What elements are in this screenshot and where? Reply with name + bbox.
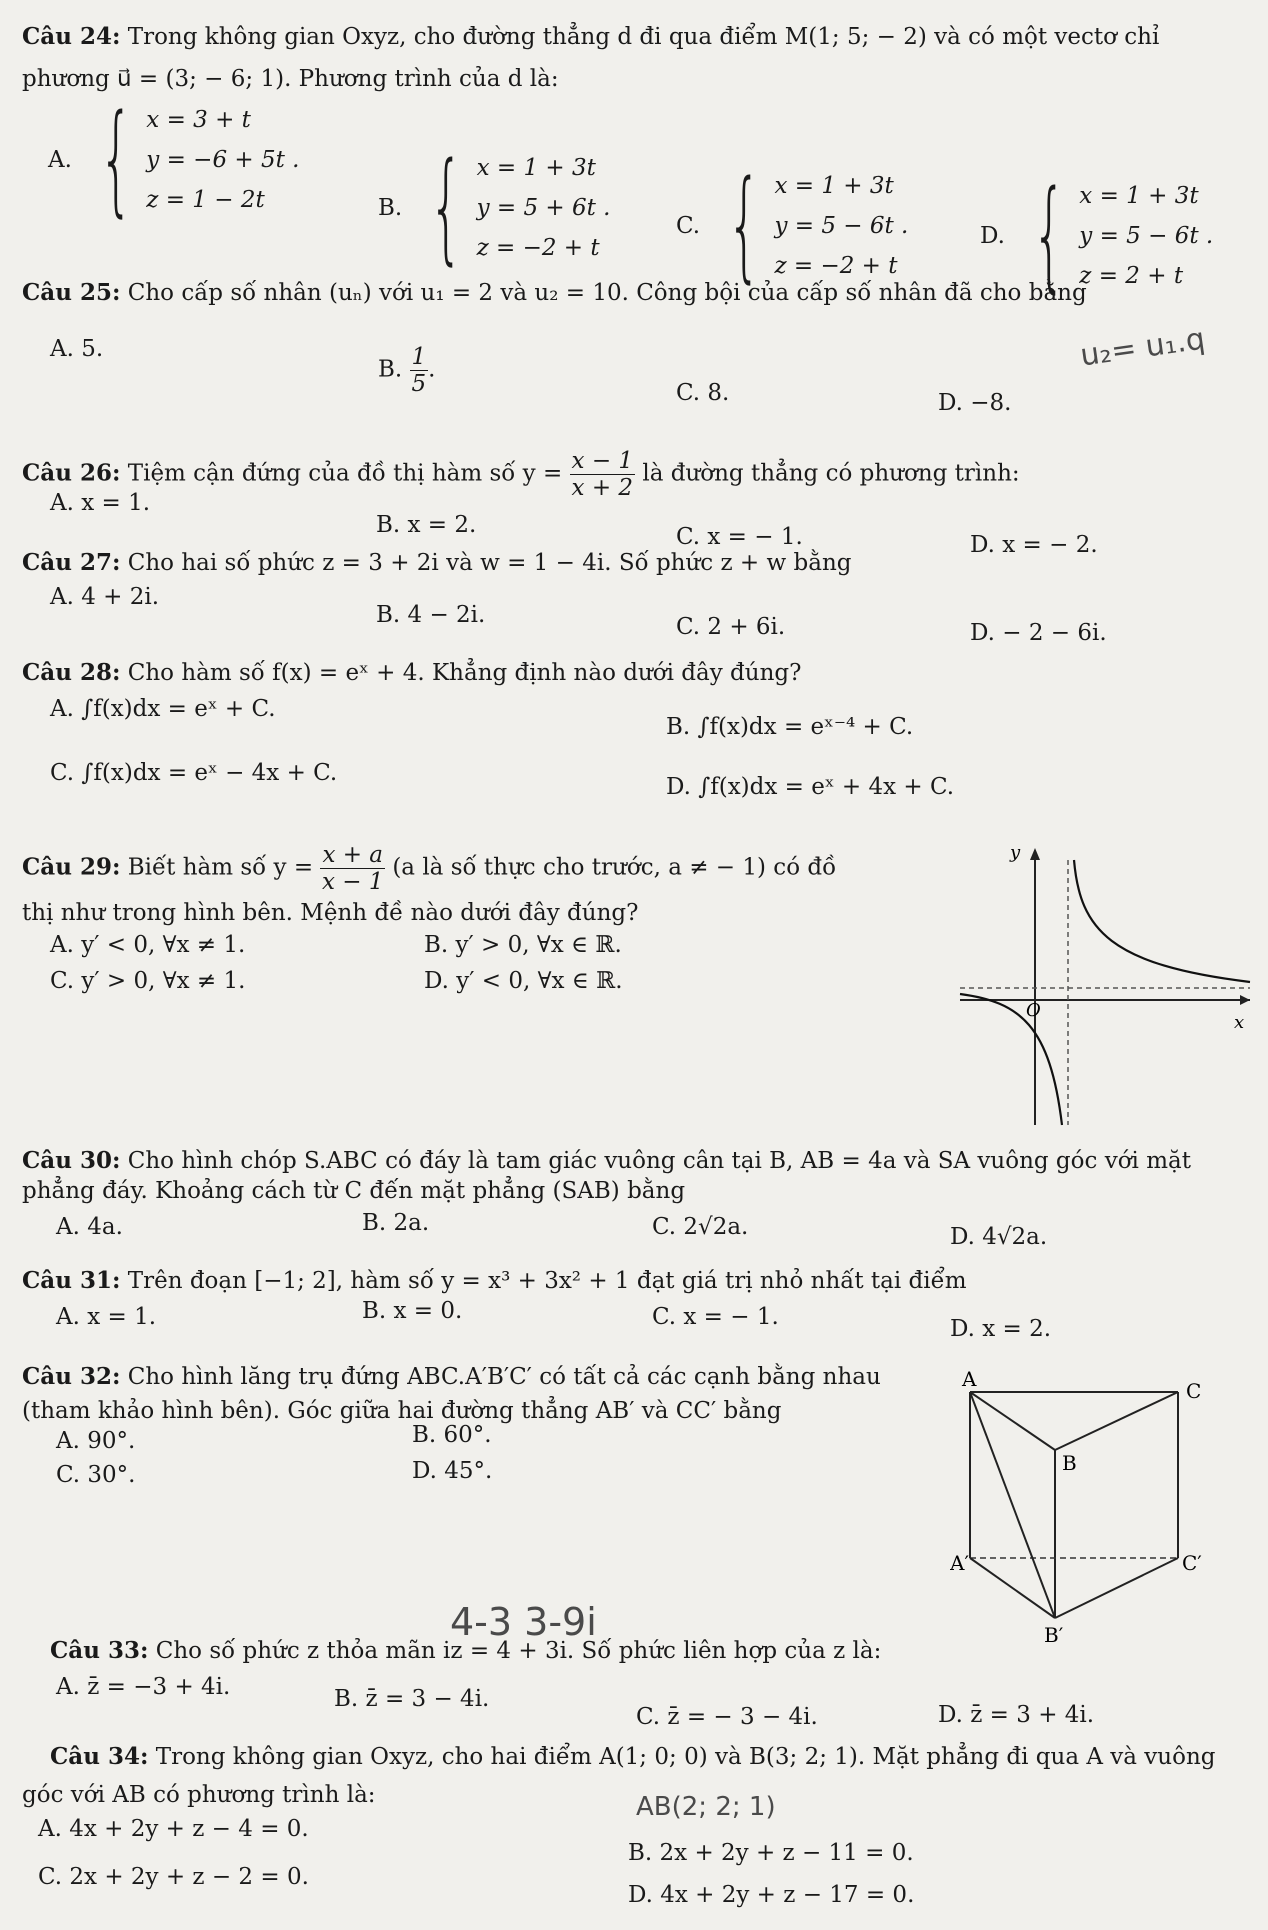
q33-option-b[interactable]: B. z̄ = 3 − 4i. xyxy=(334,1686,490,1712)
q34-title: Câu 34: xyxy=(50,1743,149,1770)
graph-x-label: x xyxy=(1234,1012,1245,1033)
handwritten-note-2: 4-3 3-9i xyxy=(450,1600,597,1644)
q30-title: Câu 30: xyxy=(22,1147,121,1174)
label-a: A xyxy=(962,1370,977,1391)
q29-option-b[interactable]: B. y′ > 0, ∀x ∈ ℝ. xyxy=(424,932,622,958)
q30-text1: Cho hình chóp S.ABC có đáy là tam giác vuông cân tại B, AB = 4a và SA vuông góc với mặt xyxy=(127,1148,1191,1174)
graph-branch-right xyxy=(1074,860,1250,982)
q24-a-row2: y = −6 + 5t . xyxy=(146,147,300,173)
label-c-prime: C′ xyxy=(1182,1551,1202,1575)
q24-text2: phương u⃗ = (3; − 6; 1). Phương trình của d là: xyxy=(22,66,559,92)
q30-option-c[interactable]: C. 2√2a. xyxy=(652,1214,749,1240)
q29-frac-den: x − 1 xyxy=(321,869,384,895)
q24-c-row2: y = 5 − 6t . xyxy=(774,213,909,239)
q24-a-label: A. xyxy=(48,147,72,173)
q33-option-d[interactable]: D. z̄ = 3 + 4i. xyxy=(938,1702,1095,1728)
question-25 xyxy=(22,278,1087,308)
q25-b-num: 1 xyxy=(411,344,427,370)
question-30 xyxy=(22,1146,1191,1176)
q26-option-b[interactable]: B. x = 2. xyxy=(376,512,477,538)
q34-option-a[interactable]: A. 4x + 2y + z − 4 = 0. xyxy=(38,1816,309,1842)
x-axis-arrow-icon xyxy=(1240,995,1250,1005)
q29-title: Câu 29: xyxy=(22,853,121,881)
q26-option-a[interactable]: A. x = 1. xyxy=(50,490,151,516)
q24-d-row1: x = 1 + 3t xyxy=(1079,183,1199,209)
q32-option-c[interactable]: C. 30°. xyxy=(56,1462,136,1488)
q24-b-row2: y = 5 + 6t . xyxy=(476,195,611,221)
q28-option-c[interactable]: C. ∫f(x)dx = eˣ − 4x + C. xyxy=(50,760,338,786)
q28-title: Câu 28: xyxy=(22,659,121,686)
brace-icon: { xyxy=(1031,166,1067,305)
q25-text: Cho cấp số nhân (uₙ) với u₁ = 2 và u₂ = 10. Công bội của cấp số nhân đã cho bằng xyxy=(127,280,1087,306)
question-33 xyxy=(50,1636,881,1666)
q29-text-pre: Biết hàm số y = xyxy=(127,854,314,881)
q26-text-post: là đường thẳng có phương trình: xyxy=(642,460,1020,487)
q27-option-c[interactable]: C. 2 + 6i. xyxy=(676,614,786,640)
q34-text2: góc với AB có phương trình là: xyxy=(22,1782,376,1808)
segment-ab2 xyxy=(970,1392,1055,1618)
q32-option-b[interactable]: B. 60°. xyxy=(412,1422,492,1448)
q27-text: Cho hai số phức z = 3 + 2i và w = 1 − 4i. Số phức z + w bằng xyxy=(127,550,852,576)
q34-option-d[interactable]: D. 4x + 2y + z − 17 = 0. xyxy=(628,1882,915,1908)
q28-option-b[interactable]: B. ∫f(x)dx = eˣ⁻⁴ + C. xyxy=(666,714,914,740)
q25-option-b[interactable]: B. $\frac{1}{5}$ . xyxy=(378,344,436,397)
q33-title: Câu 33: xyxy=(50,1637,149,1664)
q32-title: Câu 32: xyxy=(22,1363,121,1390)
q24-a-row1: x = 3 + t xyxy=(146,107,251,133)
q24-title: Câu 24: xyxy=(22,23,121,50)
q24-b-row3: z = −2 + t xyxy=(476,235,600,261)
q29-line2 xyxy=(22,898,638,928)
brace-icon: { xyxy=(98,90,134,229)
question-24 xyxy=(22,22,1159,52)
graph-origin-label: O xyxy=(1026,1000,1041,1021)
q30-option-b[interactable]: B. 2a. xyxy=(362,1210,430,1236)
q30-text2: phẳng đáy. Khoảng cách từ C đến mặt phẳng (SAB) bằng xyxy=(22,1178,686,1204)
q24-option-c[interactable] xyxy=(676,156,909,295)
q29-fraction xyxy=(320,842,385,895)
q32-option-d[interactable]: D. 45°. xyxy=(412,1458,493,1484)
q24-c-label: C. xyxy=(676,213,701,239)
q32-text1: Cho hình lăng trụ đứng ABC.A′B′C′ có tất cả các cạnh bằng nhau xyxy=(127,1364,881,1390)
q24-d-label: D. xyxy=(980,223,1005,249)
q26-frac-den: x + 2 xyxy=(571,475,634,501)
handwritten-note-1: u₂= u₁.q xyxy=(1078,321,1208,374)
edge-a2b2 xyxy=(970,1558,1055,1618)
q24-option-a[interactable] xyxy=(48,90,300,229)
q26-text-pre: Tiệm cận đứng của đồ thị hàm số y = xyxy=(127,460,563,487)
graph-branch-left xyxy=(960,994,1062,1125)
q28-option-a[interactable]: A. ∫f(x)dx = eˣ + C. xyxy=(50,696,276,722)
q30-option-a[interactable]: A. 4a. xyxy=(56,1214,123,1240)
q29-option-c[interactable]: C. y′ > 0, ∀x ≠ 1. xyxy=(50,968,246,994)
q24-c-row1: x = 1 + 3t xyxy=(774,173,894,199)
q31-title: Câu 31: xyxy=(22,1267,121,1294)
label-b-prime: B′ xyxy=(1044,1623,1064,1647)
question-31 xyxy=(22,1266,967,1296)
q28-text: Cho hàm số f(x) = eˣ + 4. Khẳng định nào dưới đây đúng? xyxy=(127,660,802,686)
y-axis-arrow-icon xyxy=(1030,848,1040,860)
q29-option-d[interactable]: D. y′ < 0, ∀x ∈ ℝ. xyxy=(424,968,623,994)
q32-text2: (tham khảo hình bên). Góc giữa hai đường thẳng AB′ và CC′ bằng xyxy=(22,1398,782,1424)
q32-option-a[interactable]: A. 90°. xyxy=(56,1428,136,1454)
q31-option-b[interactable]: B. x = 0. xyxy=(362,1298,463,1324)
q24-a-row3: z = 1 − 2t xyxy=(146,187,265,213)
q27-title: Câu 27: xyxy=(22,549,121,576)
q31-option-a[interactable]: A. x = 1. xyxy=(56,1304,157,1330)
q31-option-c[interactable]: C. x = − 1. xyxy=(652,1304,779,1330)
question-27 xyxy=(22,548,851,578)
q27-option-a[interactable]: A. 4 + 2i. xyxy=(50,584,160,610)
q32-prism-figure xyxy=(950,1370,1210,1650)
q24-b-row1: x = 1 + 3t xyxy=(476,155,596,181)
q34-text1: Trong không gian Oxyz, cho hai điểm A(1; 0; 0) và B(3; 2; 1). Mặt phẳng đi qua A và vuông xyxy=(155,1744,1216,1770)
edge-bc xyxy=(1055,1392,1178,1450)
q26-option-d[interactable]: D. x = − 2. xyxy=(970,532,1098,558)
q32-line2 xyxy=(22,1396,781,1426)
q24-option-b[interactable] xyxy=(378,138,611,277)
q25-b-fraction xyxy=(410,344,429,397)
question-28 xyxy=(22,658,801,688)
q25-option-c[interactable]: C. 8. xyxy=(676,380,730,406)
label-a-prime: A′ xyxy=(950,1551,969,1575)
graph-y-label: y xyxy=(1010,842,1021,863)
q24-b-label: B. xyxy=(378,195,403,221)
q34-option-b[interactable]: B. 2x + 2y + z − 11 = 0. xyxy=(628,1840,914,1866)
edge-b2c2 xyxy=(1055,1558,1178,1618)
q34-option-c[interactable]: C. 2x + 2y + z − 2 = 0. xyxy=(38,1864,309,1890)
q30-line2 xyxy=(22,1176,685,1206)
q24-text1: Trong không gian Oxyz, cho đường thẳng d đi qua điểm M(1; 5; − 2) và có một vectơ chỉ xyxy=(127,24,1160,50)
q25-option-a[interactable]: A. 5. xyxy=(50,336,104,362)
q24-c-row3: z = −2 + t xyxy=(774,253,898,279)
brace-icon: { xyxy=(429,138,464,277)
question-26 xyxy=(22,448,1020,501)
label-c: C xyxy=(1186,1379,1202,1403)
brace-icon: { xyxy=(727,156,762,295)
q30-option-d[interactable]: D. 4√2a. xyxy=(950,1224,1048,1250)
q29-option-a[interactable]: A. y′ < 0, ∀x ≠ 1. xyxy=(50,932,246,958)
q25-b-label: B. xyxy=(378,356,403,383)
q33-option-c[interactable]: C. z̄ = − 3 − 4i. xyxy=(636,1704,818,1730)
q24-d-row3: z = 2 + t xyxy=(1079,263,1184,289)
q31-option-d[interactable]: D. x = 2. xyxy=(950,1316,1052,1342)
q29-graph xyxy=(950,840,1260,1130)
question-29 xyxy=(22,842,836,895)
q34-line2 xyxy=(22,1780,376,1810)
q31-text: Trên đoạn [−1; 2], hàm số y = x³ + 3x² + 1 đạt giá trị nhỏ nhất tại điểm xyxy=(127,1268,967,1294)
handwritten-note-3: AB(2; 2; 1) xyxy=(636,1792,776,1822)
q26-title: Câu 26: xyxy=(22,459,121,487)
q27-option-b[interactable]: B. 4 − 2i. xyxy=(376,602,486,628)
q25-option-d[interactable]: D. −8. xyxy=(938,390,1012,416)
question-32 xyxy=(22,1362,881,1392)
q26-option-c[interactable]: C. x = − 1. xyxy=(676,524,803,550)
q25-b-den: 5 xyxy=(411,371,427,397)
question-34 xyxy=(50,1742,1215,1772)
q28-option-d[interactable]: D. ∫f(x)dx = eˣ + 4x + C. xyxy=(666,774,955,800)
edge-ab xyxy=(970,1392,1055,1450)
q29-text-post: (a là số thực cho trước, a ≠ − 1) có đồ xyxy=(392,854,837,881)
q29-frac-num: x + a xyxy=(322,842,384,868)
q26-fraction xyxy=(570,448,636,501)
q26-frac-num: x − 1 xyxy=(571,448,634,474)
q33-option-a[interactable]: A. z̄ = −3 + 4i. xyxy=(56,1674,231,1700)
q29-text2: thị như trong hình bên. Mệnh đề nào dưới đây đúng? xyxy=(22,900,639,926)
q25-title: Câu 25: xyxy=(22,279,121,306)
q24-d-row2: y = 5 − 6t . xyxy=(1079,223,1214,249)
q27-option-d[interactable]: D. − 2 − 6i. xyxy=(970,620,1107,646)
label-b: B xyxy=(1062,1451,1077,1475)
q33-text: Cho số phức z thỏa mãn iz = 4 + 3i. Số phức liên hợp của z là: xyxy=(155,1638,882,1664)
